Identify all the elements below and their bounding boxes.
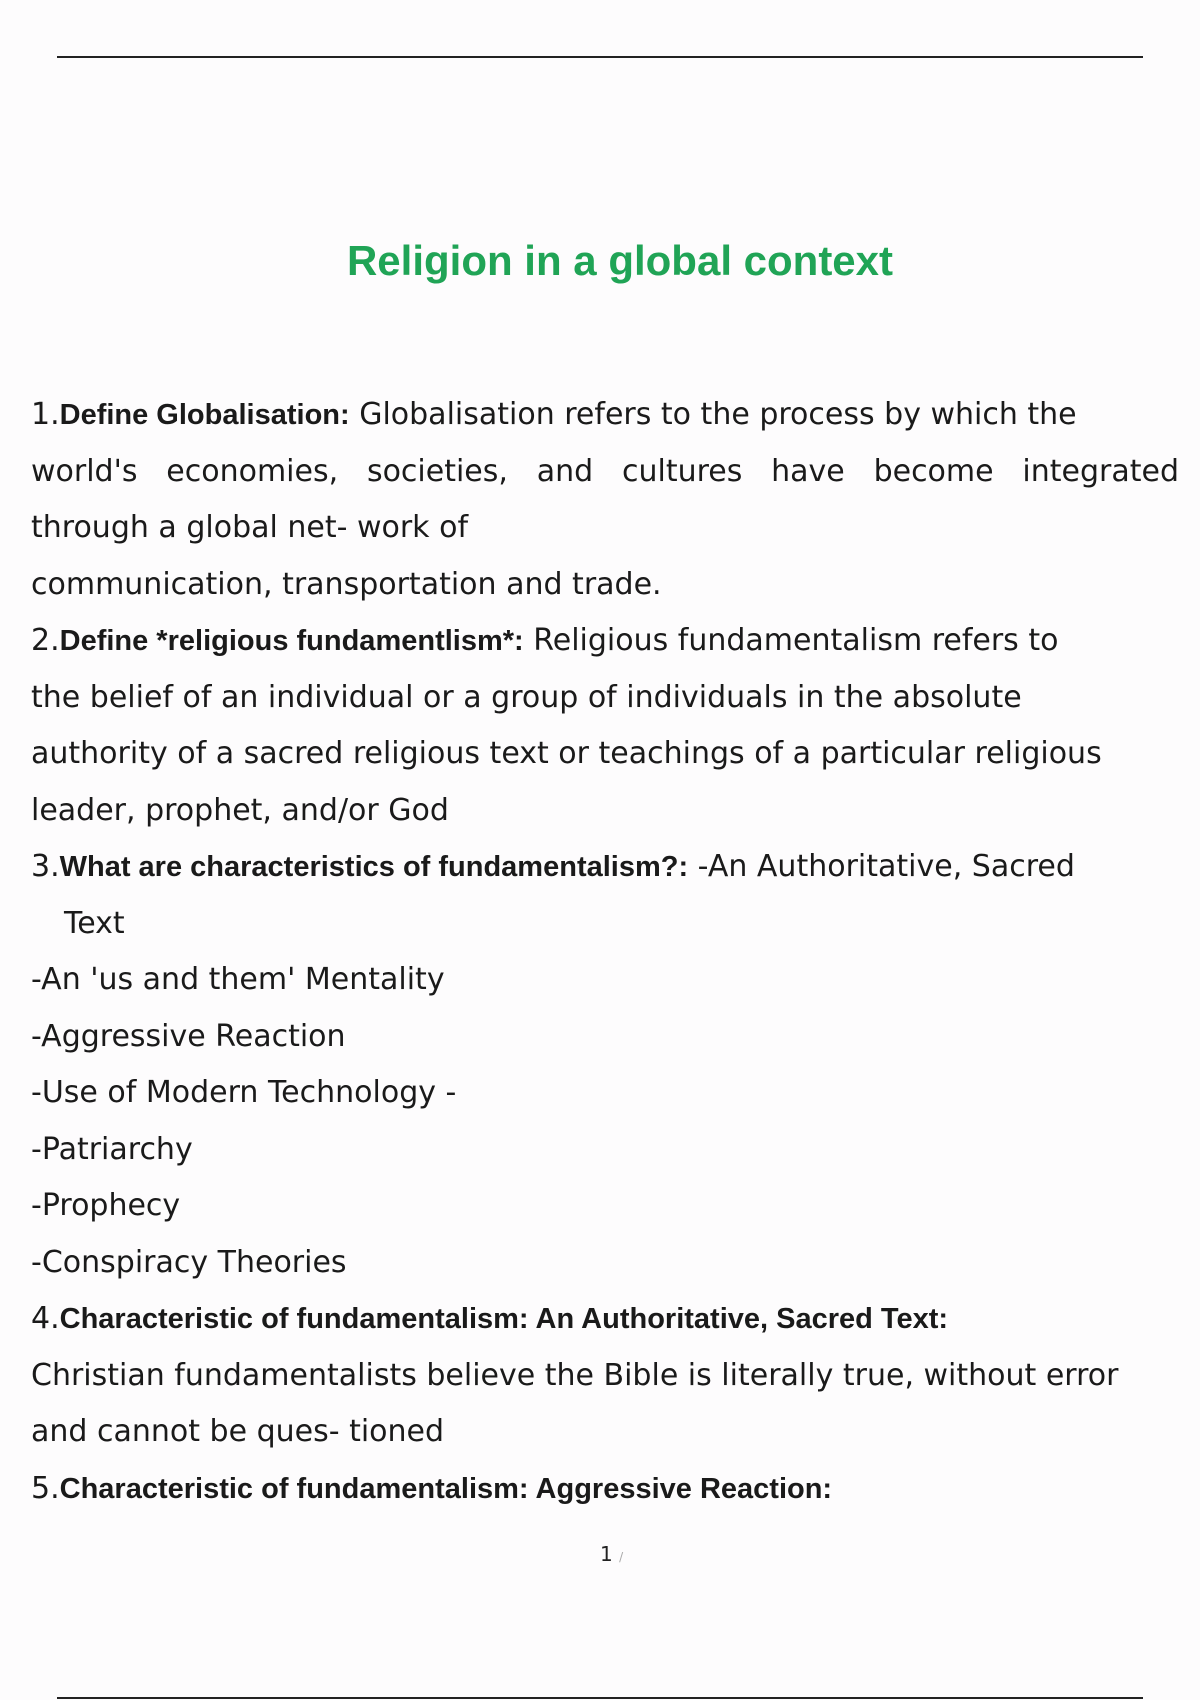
bottom-rule [57,1697,1143,1699]
item-question: Characteristic of fundamentalism: An Authoritative, Sacred Text: [59,1303,949,1335]
item-number: 4. [31,1301,60,1336]
item-answer-line: -Prophecy [31,1188,181,1223]
item-question: What are characteristics of fundamentalism?: [59,851,689,883]
list-item [31,387,1179,444]
item-answer-line: leader, prophet, and/or God [31,792,449,828]
item-question: Define *religious fundamentlism*: [59,625,524,657]
item-number: 5. [31,1470,60,1506]
item-number: 3. [31,849,60,884]
page-number-value: 1 [600,1542,613,1566]
item-question: Define Globalisation: [59,399,350,431]
flashcard-list [31,387,1179,1517]
item-question: Characteristic of fundamentalism: Aggressive Reaction: [59,1472,833,1505]
item-answer-line: world's economies, societies, and cultures have become integrated [31,453,1179,489]
item-answer-line: and cannot be ques- tioned [31,1414,445,1449]
item-answer-line: Religious fundamentalism refers to [533,623,1059,658]
top-rule [57,56,1143,58]
item-answer-line: -Use of Modern Technology - [31,1075,457,1110]
item-answer-line: the belief of an individual or a group of individuals in the absolute [31,679,1022,715]
item-answer-line: -Conspiracy Theories [31,1244,347,1280]
list-item [31,613,1179,670]
item-answer-line: -An 'us and them' Mentality [31,962,445,997]
page-title: Religion in a global context [346,237,894,284]
list-item [31,839,1179,896]
item-answer-line: Text [64,905,125,941]
item-number: 2. [31,623,60,658]
item-answer-line: -Patriarchy [31,1131,193,1167]
item-answer-line: -An Authoritative, Sacred [697,849,1075,884]
list-item [31,1461,1179,1518]
list-item [31,1291,1179,1348]
page-number-separator: / [619,1550,624,1564]
item-number: 1. [31,397,60,432]
item-answer-line: authority of a sacred religious text or teachings of a particular religious [31,736,1102,771]
item-answer-line: Christian fundamentalists believe the Bible is literally true, without error [31,1357,1119,1393]
item-answer-line: through a global net- work of [31,510,469,545]
item-answer-line: communication, transportation and trade. [31,566,662,602]
page-number [600,1542,623,1566]
item-answer-line: Globalisation refers to the process by which the [359,397,1077,432]
item-answer-line: -Aggressive Reaction [31,1018,346,1054]
